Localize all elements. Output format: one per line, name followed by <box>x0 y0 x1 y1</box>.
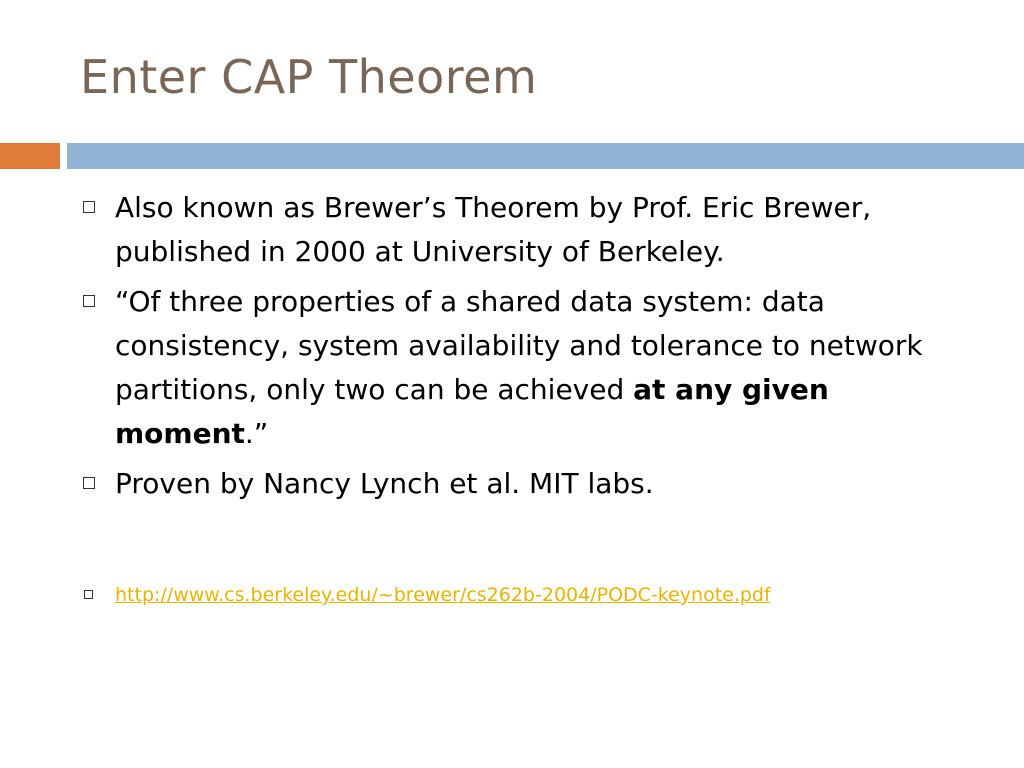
bullet-text: Proven by Nancy Lynch et al. MIT labs. <box>115 467 654 500</box>
bullet-text: “Of three properties of a shared data system: data consistency, system availability and tolerance to network partitions, only two can be achieved <box>115 285 923 406</box>
title-accent-bar <box>0 143 60 169</box>
reference-link-row <box>82 580 771 610</box>
bullet-item <box>82 186 982 274</box>
bullet-text-end: .” <box>244 417 269 450</box>
bullet-text: Also known as Brewer’s Theorem by Prof. Eric Brewer, published in 2000 at University of Berkeley. <box>115 191 872 268</box>
bullet-list <box>82 186 982 512</box>
square-bullet-icon <box>83 295 95 307</box>
square-bullet-icon <box>84 590 93 599</box>
title-underline-bar <box>67 143 1024 169</box>
reference-link[interactable]: http://www.cs.berkeley.edu/~brewer/cs262b-2004/PODC-keynote.pdf <box>115 584 771 606</box>
square-bullet-icon <box>83 201 95 213</box>
square-bullet-icon <box>83 477 95 489</box>
bullet-item <box>82 280 982 456</box>
bullet-item <box>82 462 982 506</box>
bullet-bold-text: at any given moment <box>115 373 829 450</box>
slide-title: Enter CAP Theorem <box>80 50 538 104</box>
